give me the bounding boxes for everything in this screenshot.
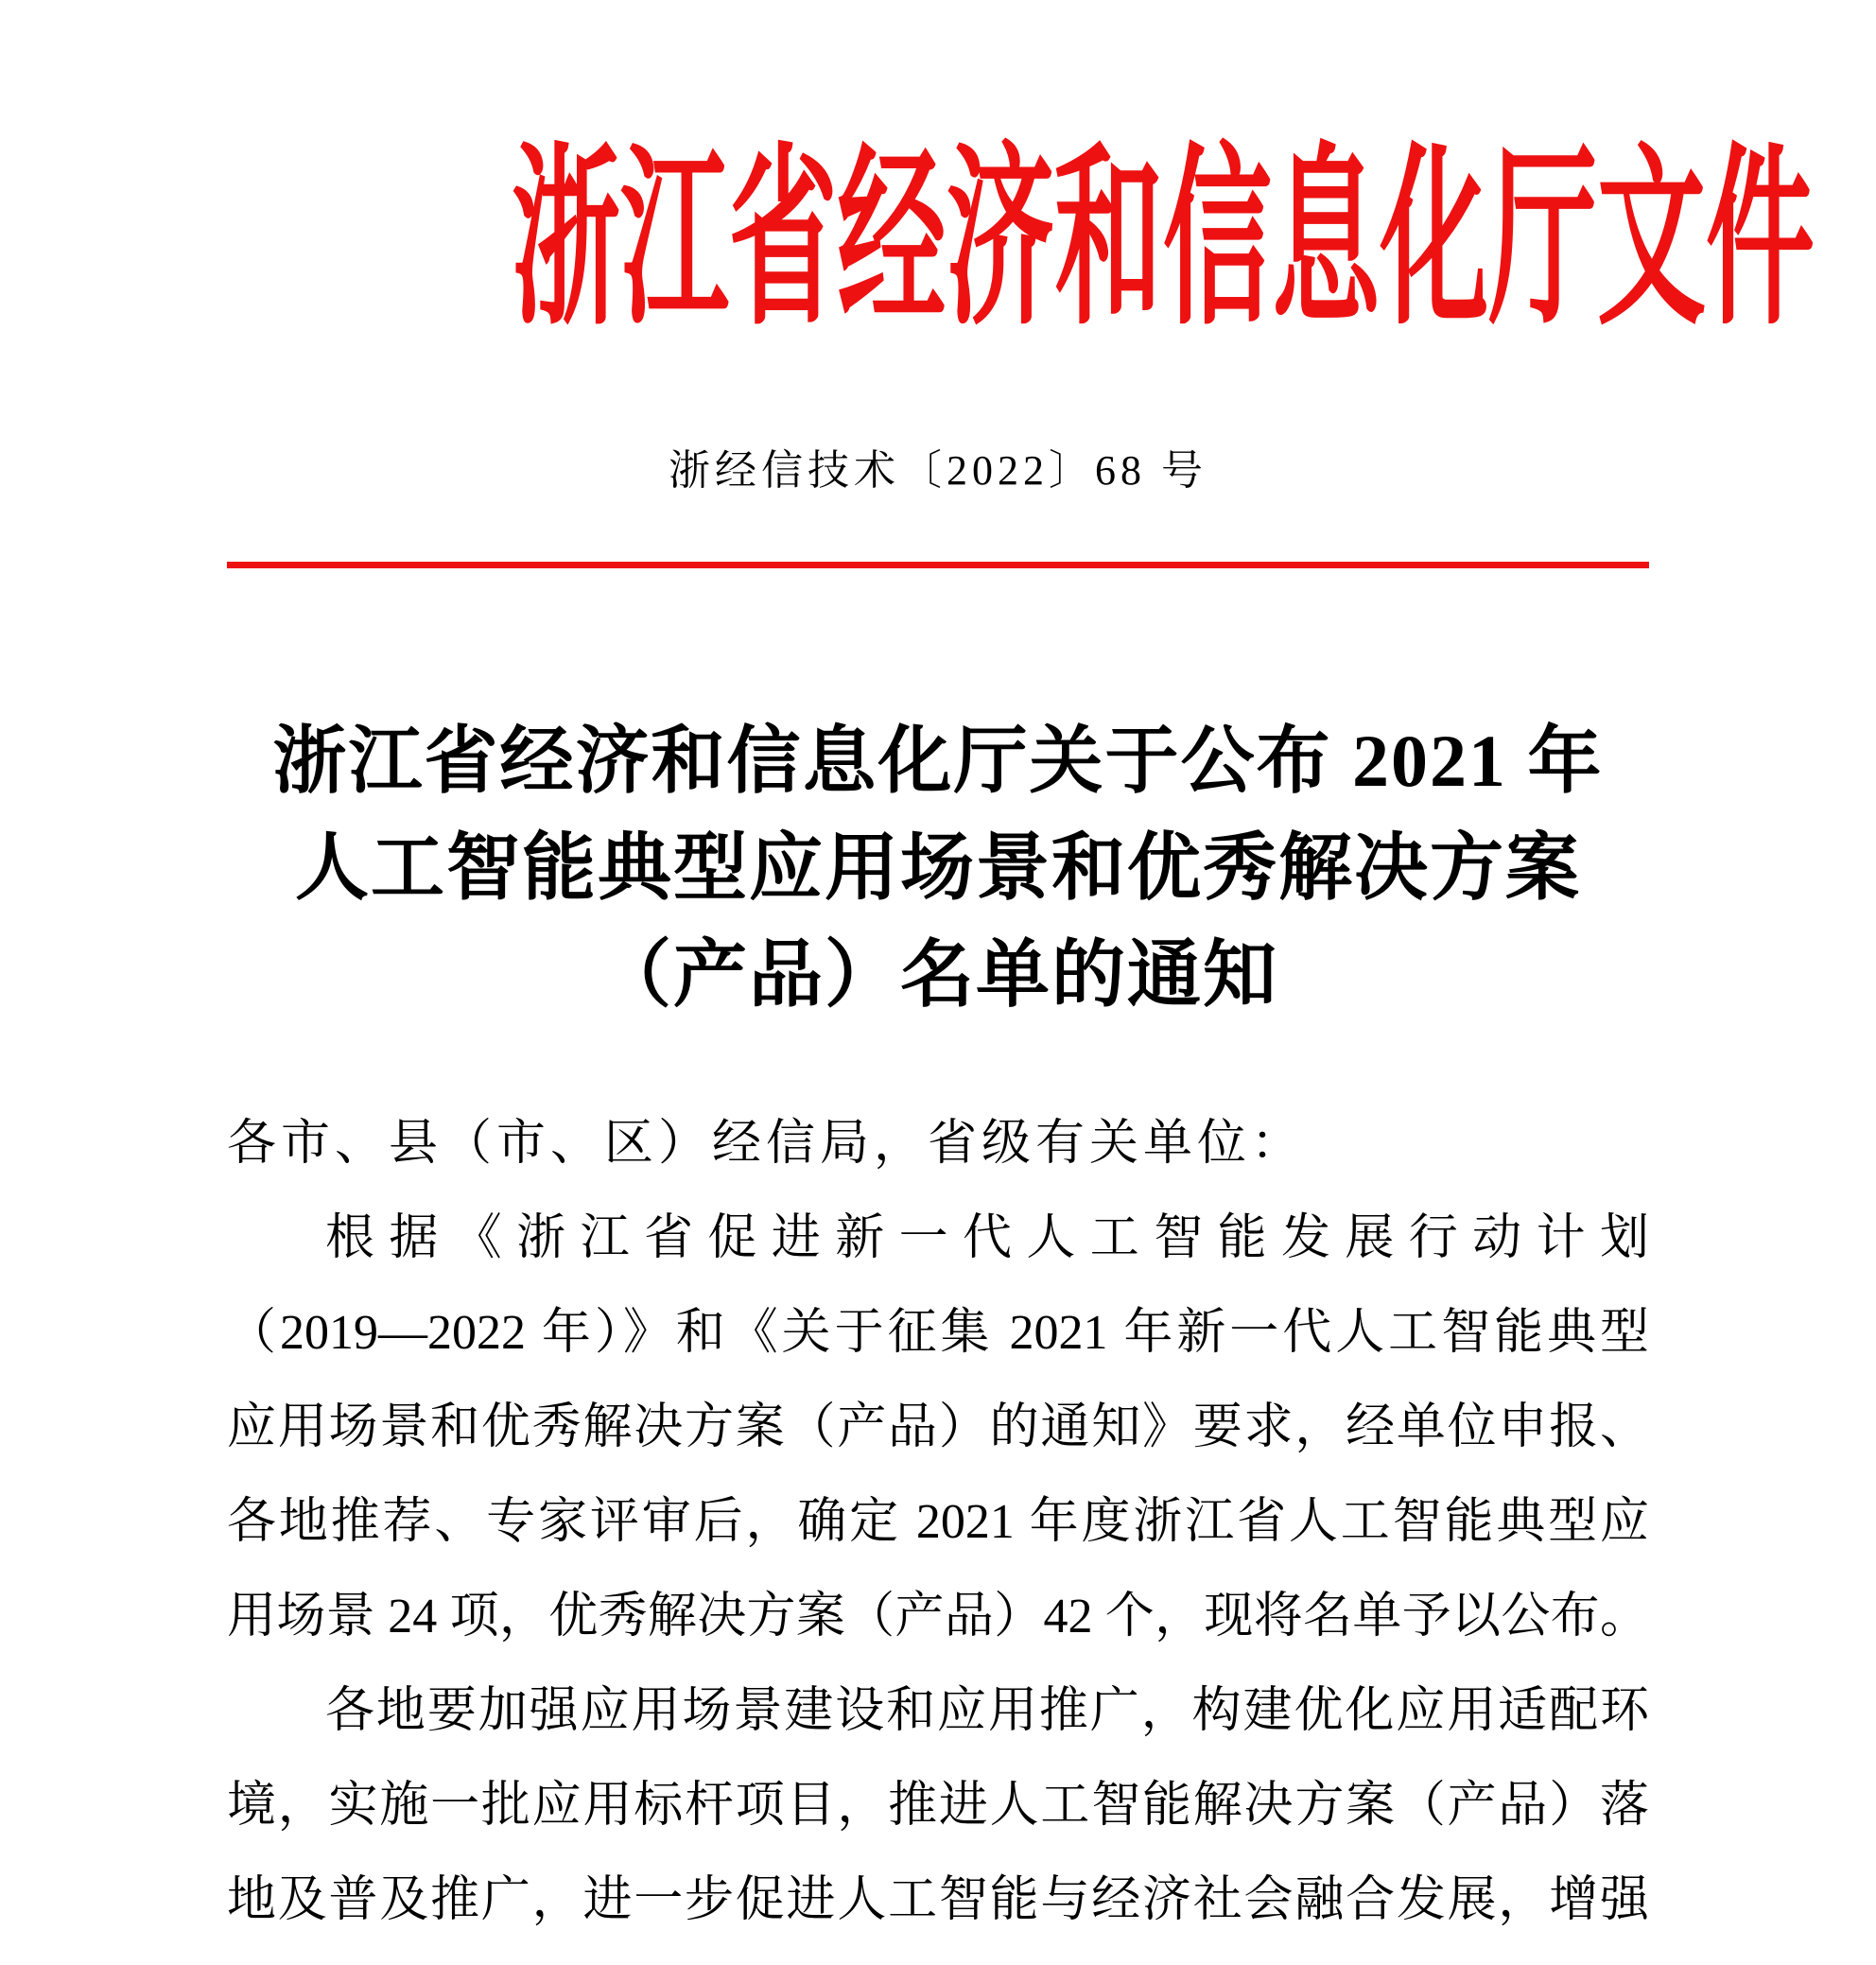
paragraph-line: 境，实施一批应用标杆项目，推进人工智能解决方案（产品）落 [227,1779,1649,1833]
paragraph-line: 根据《浙江省促进新一代人工智能发展行动计划 [325,1211,1649,1265]
document-body [227,1097,1649,1948]
org-title-text: 浙江省经济和信息化厅文件 [512,133,1815,348]
paragraph-line: 应用场景和优秀解决方案（产品）的通知》要求，经单位申报、 [227,1400,1649,1454]
salutation-line: 各市、县（市、区）经信局，省级有关单位： [227,1117,1306,1171]
document-title [87,707,1789,1028]
red-header-banner [0,133,1876,348]
paragraph-line: 各地推荐、专家评审后，确定 2021 年度浙江省人工智能典型应 [227,1495,1649,1549]
document-title-line: （产品）名单的通知 [597,933,1278,1016]
paragraph-line: 各地要加强应用场景建设和应用推广，构建优化应用适配环 [325,1684,1649,1738]
document-title-line: 浙江省经济和信息化厅关于公布 2021 年 [272,720,1604,802]
document-title-line: 人工智能典型应用场景和优秀解决方案 [294,826,1581,909]
red-divider-line [227,562,1649,568]
paragraph-line: （2019—2022 年）》和《关于征集 2021 年新一代人工智能典型 [227,1306,1649,1360]
document-number: 浙经信技术〔2022〕68 号 [669,447,1207,494]
paragraph-line: 地及普及推广，进一步促进人工智能与经济社会融合发展，增强 [227,1873,1649,1927]
paragraph-line: 用场景 24 项，优秀解决方案（产品）42 个，现将名单予以公布。 [227,1590,1649,1643]
